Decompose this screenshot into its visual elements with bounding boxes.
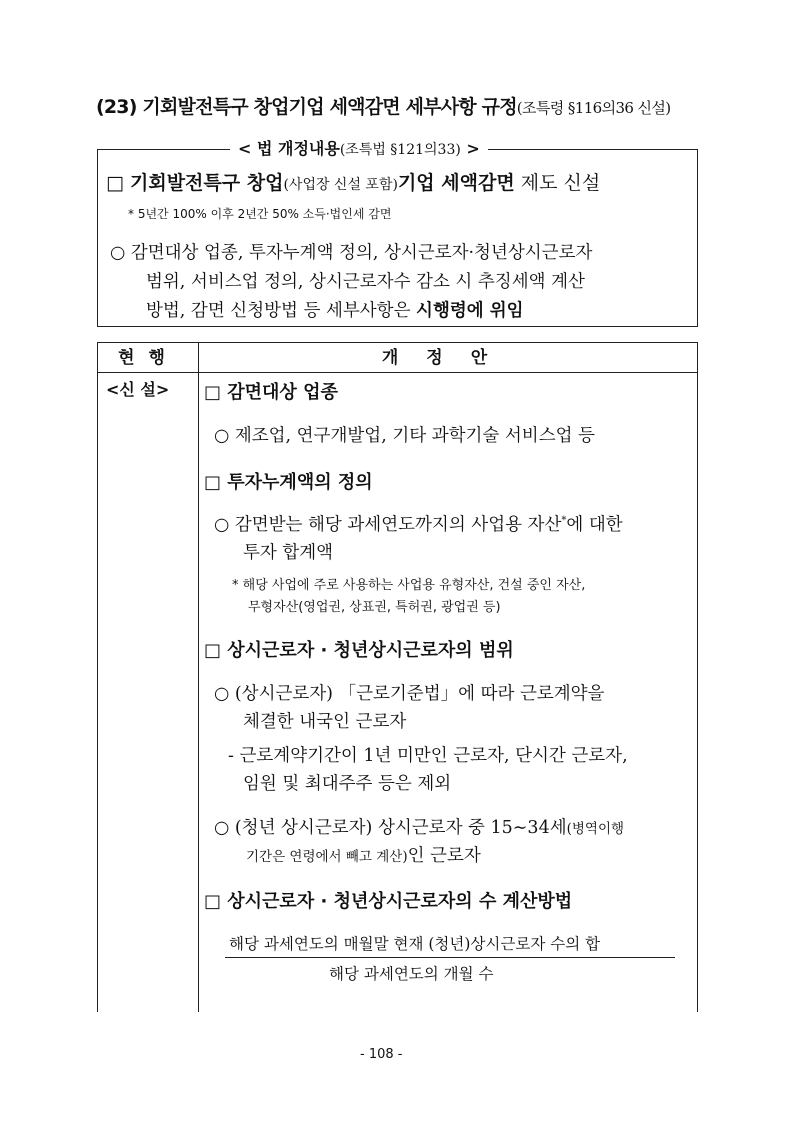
section-title-source: (조특령 §116의36 신설) — [516, 99, 671, 117]
amendment-box-header: < 법 개정내용(조특법 §121의33) > — [230, 136, 488, 159]
page-number: - 108 - — [360, 1047, 403, 1062]
section-title-main: (23) 기회발전특구 창업기업 세액감면 세부사항 규정 — [96, 96, 517, 118]
amendment-bullet-1: □ 기회발전특구 창업(사업장 신설 포함)기업 세액감면 제도 신설 — [106, 172, 601, 194]
current-cell-new: <신 설> — [106, 380, 170, 399]
formula-denominator: 해당 과세연도의 개월 수 — [329, 965, 494, 983]
column-header-proposed: 개정안 — [381, 348, 516, 368]
table-border-right — [697, 342, 698, 1012]
formula-fraction-bar — [225, 957, 675, 958]
column-header-current: 현행 — [118, 348, 179, 368]
worker-scope-dash-1: - 근로계약기간이 1년 미만인 근로자, 단시간 근로자, — [228, 746, 628, 766]
investment-line-1: ○ 감면받는 해당 과세연도까지의 사업용 자산*에 대한 — [214, 515, 623, 535]
amendment-circle-line-2: 범위, 서비스업 정의, 상시근로자수 감소 시 추징세액 계산 — [146, 272, 585, 292]
table-column-divider — [198, 342, 199, 1012]
table-header-divider — [97, 372, 698, 373]
amendment-law-reference: (조특법 §121의33) — [339, 142, 461, 158]
table-border-left — [97, 342, 98, 1012]
amendment-circle-line-1: ○ 감면대상 업종, 투자누계액 정의, 상시근로자·청년상시근로자 — [110, 243, 593, 263]
industries-line: ○ 제조업, 연구개발업, 기타 과학기술 서비스업 등 — [214, 426, 595, 446]
worker-scope-dash-2: 임원 및 최대주주 등은 제외 — [243, 774, 452, 794]
formula-numerator: 해당 과세연도의 매월말 현재 (청년)상시근로자 수의 합 — [229, 935, 601, 953]
worker-scope-line-2: 체결한 내국인 근로자 — [243, 712, 407, 732]
investment-note-1: * 해당 사업에 주로 사용하는 사업용 유형자산, 건설 중인 자산, — [232, 578, 586, 593]
youth-worker-line-2: 기간은 연령에서 빼고 계산)인 근로자 — [246, 846, 481, 866]
section-heading-industries: □ 감면대상 업종 — [204, 382, 338, 403]
investment-line-2: 투자 합계액 — [243, 543, 334, 563]
section-heading-investment: □ 투자누계액의 정의 — [204, 472, 373, 493]
youth-worker-line-1: ○ (청년 상시근로자) 상시근로자 중 15∼34세(병역이행 — [214, 818, 625, 838]
amendment-note: * 5년간 100% 이후 2년간 50% 소득·법인세 감면 — [128, 207, 392, 221]
worker-scope-line-1: ○ (상시근로자) 「근로기준법」에 따라 근로계약을 — [214, 684, 605, 704]
section-heading-count-method: □ 상시근로자 · 청년상시근로자의 수 계산방법 — [204, 891, 573, 912]
amendment-circle-line-3: 방법, 감면 신청방법 등 세부사항은 시행령에 위임 — [146, 301, 524, 321]
table-border-top — [97, 342, 698, 343]
investment-note-2: 무형자산(영업권, 상표권, 특허권, 광업권 등) — [248, 600, 501, 615]
section-heading-worker-scope: □ 상시근로자 · 청년상시근로자의 범위 — [204, 640, 514, 661]
section-title — [96, 92, 671, 119]
